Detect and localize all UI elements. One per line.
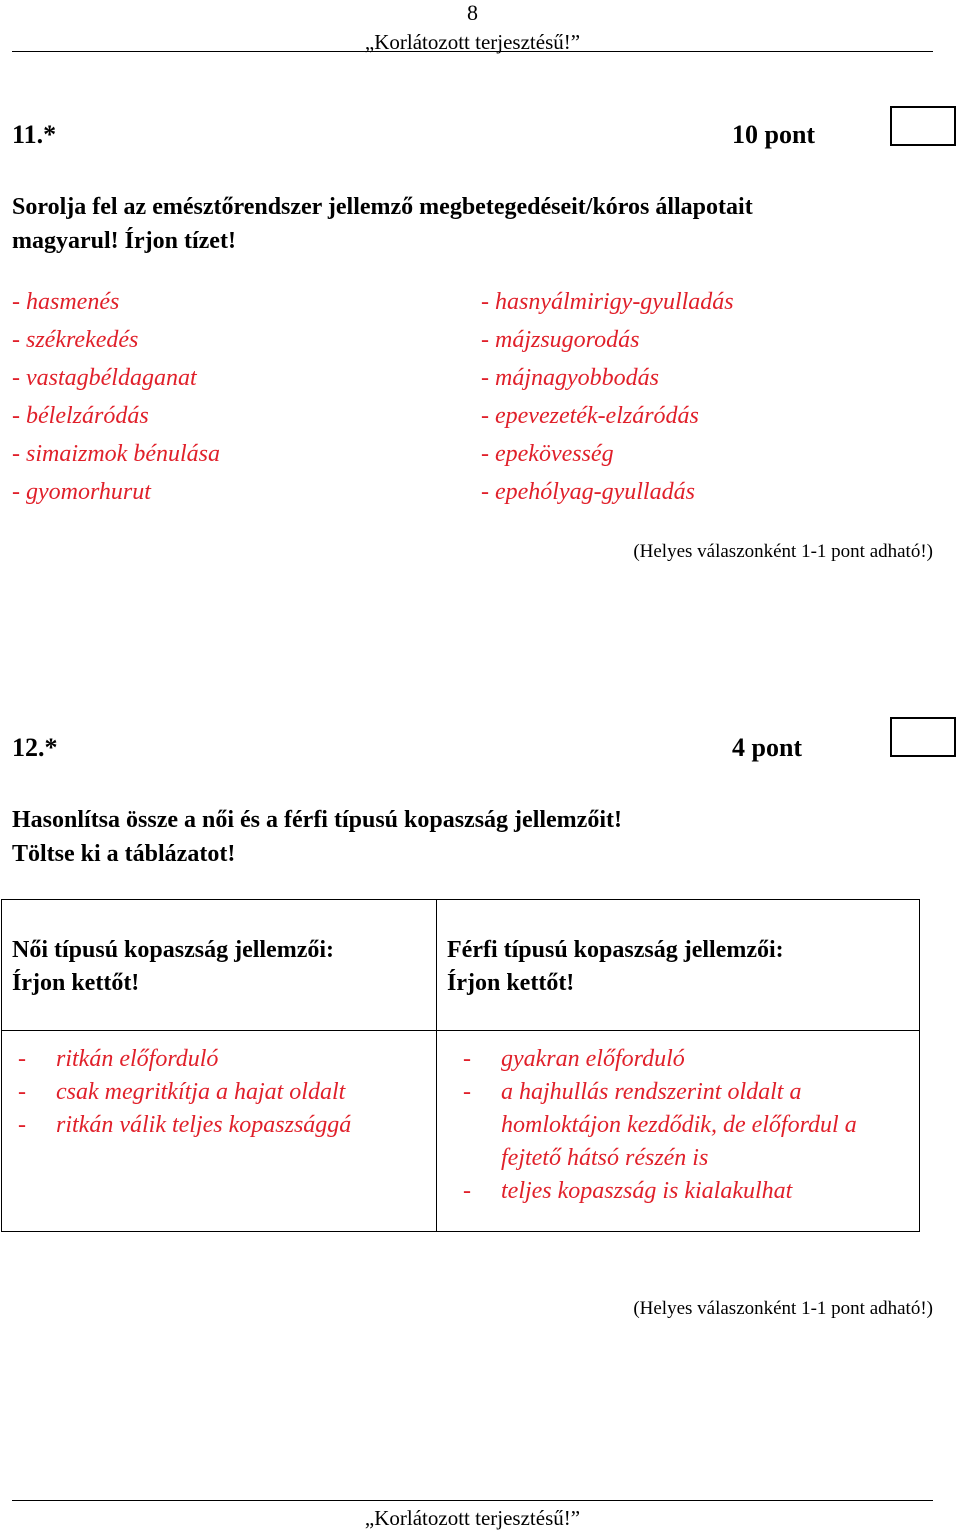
list-item: - ritkán válik teljes kopaszsággá [18, 1109, 436, 1142]
female-answers-cell[interactable] [2, 1031, 437, 1232]
q12-scoring-note: (Helyes válaszonként 1-1 pont adható!) [633, 1298, 933, 1319]
dash-marker: - [18, 1079, 26, 1105]
comparison-table [1, 899, 920, 1232]
female-header-cell [2, 900, 437, 1031]
list-item: - epevezeték-elzáródás [481, 403, 699, 429]
table-row [2, 900, 920, 1031]
footer-rule [12, 1500, 933, 1501]
q11-prompt-line2: magyarul! Írjon tízet! [12, 228, 236, 254]
q12-number: 12.* [12, 733, 58, 762]
list-item: - székrekedés [12, 327, 139, 353]
q11-answers-left [12, 283, 220, 511]
q11-prompt [12, 190, 942, 258]
male-header-cell [437, 900, 920, 1031]
q11-scoring-note: (Helyes válaszonként 1-1 pont adható!) [633, 541, 933, 562]
table-row [2, 1031, 920, 1232]
list-item: - gyomorhurut [12, 479, 151, 505]
q12-prompt-line1: Hasonlítsa össze a női és a férfi típusú kopaszság jellemzőit! [12, 807, 622, 833]
male-header-instruction: Írjon kettőt! [447, 970, 575, 996]
list-item: - hasnyálmirigy-gyulladás [481, 289, 734, 315]
dash-marker: - [463, 1178, 471, 1204]
list-item: - májnagyobbodás [481, 365, 659, 391]
q12-score-box[interactable] [890, 717, 956, 757]
male-header-title: Férfi típusú kopaszság jellemzői: [447, 937, 784, 963]
male-answers-list [437, 1031, 919, 1208]
list-item: - bélelzáródás [12, 403, 149, 429]
page-number: 8 [467, 0, 478, 25]
q11-answers-right [481, 283, 734, 511]
list-item: - csak megritkítja a hajat oldalt [18, 1076, 436, 1109]
q11-points: 10 pont [732, 120, 816, 149]
dash-marker: - [463, 1046, 471, 1072]
q11-number: 11.* [12, 120, 57, 149]
header-restricted-notice: „Korlátozott terjesztésű!” [364, 30, 581, 54]
list-item: - gyakran előforduló [463, 1043, 911, 1076]
q12-prompt [12, 803, 942, 871]
male-answers-cell[interactable] [437, 1031, 920, 1232]
q12-points: 4 pont [732, 733, 803, 762]
footer-restricted-notice: „Korlátozott terjesztésű!” [364, 1506, 581, 1530]
dash-marker: - [18, 1112, 26, 1138]
female-answers-list [2, 1031, 436, 1142]
list-item: - a hajhullás rendszerint oldalt a homloktájon kezdődik, de előfordul a fejtető hátsó részén is [463, 1076, 911, 1175]
q11-score-box[interactable] [890, 106, 956, 146]
female-header-instruction: Írjon kettőt! [12, 970, 140, 996]
list-item: - simaizmok bénulása [12, 441, 220, 467]
list-item: - hasmenés [12, 289, 120, 315]
header-rule [12, 51, 933, 52]
list-item: - vastagbéldaganat [12, 365, 197, 391]
q11-prompt-line1: Sorolja fel az emésztőrendszer jellemző megbetegedéseit/kóros állapotait [12, 194, 753, 220]
list-item: - epekövesség [481, 441, 614, 467]
list-item: - ritkán előforduló [18, 1043, 436, 1076]
dash-marker: - [463, 1079, 471, 1105]
list-item: - teljes kopaszság is kialakulhat [463, 1175, 911, 1208]
list-item: - májzsugorodás [481, 327, 640, 353]
list-item: - epehólyag-gyulladás [481, 479, 695, 505]
female-header-title: Női típusú kopaszság jellemzői: [12, 937, 335, 963]
dash-marker: - [18, 1046, 26, 1072]
q12-prompt-line2: Töltse ki a táblázatot! [12, 841, 236, 867]
